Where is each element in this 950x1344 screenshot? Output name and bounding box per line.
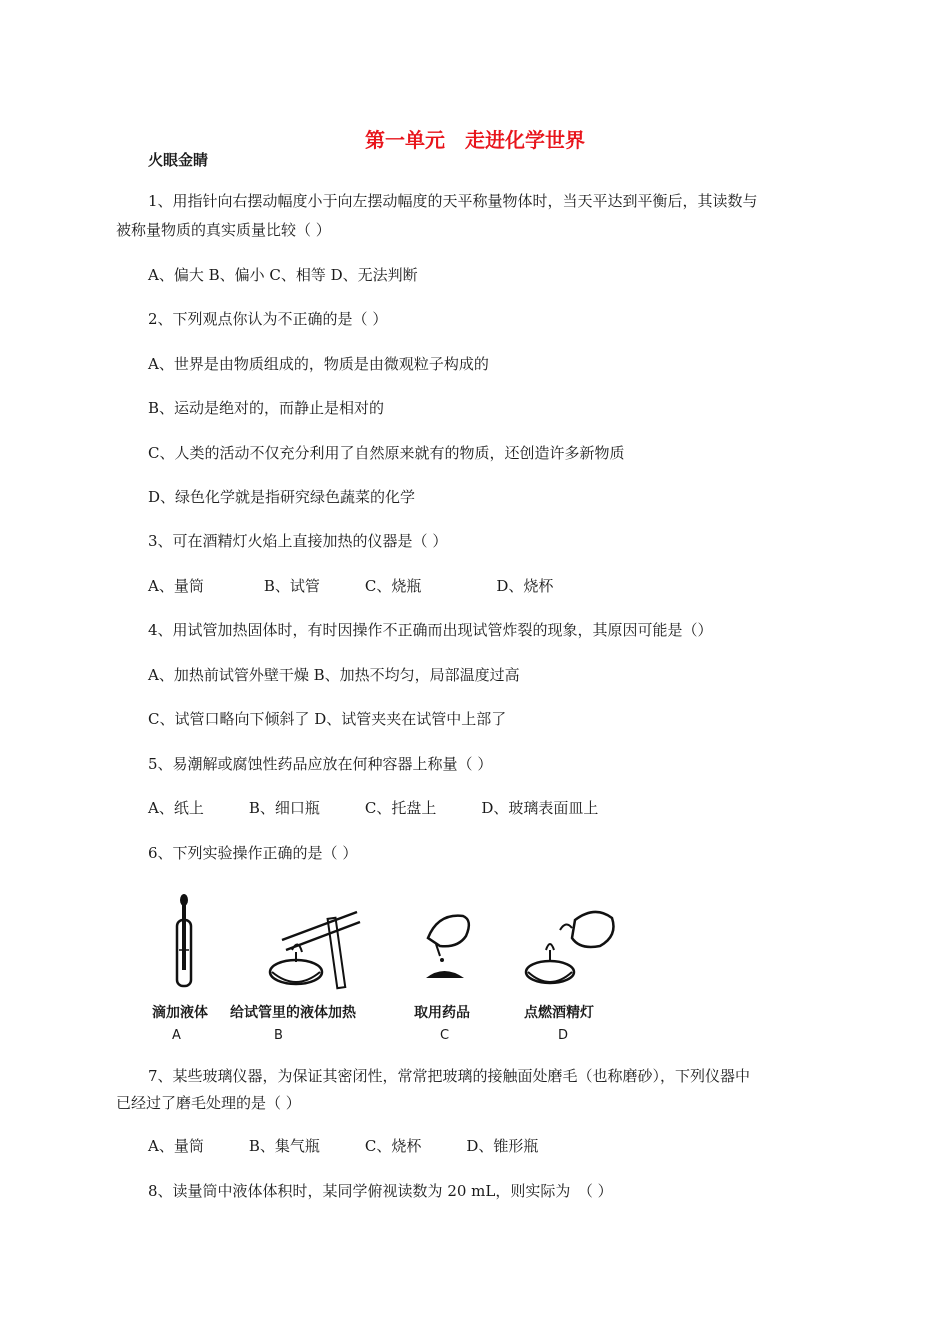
question-2-option-b: B、运动是绝对的，而静止是相对的: [148, 399, 385, 417]
page-title: 第一单元 走进化学世界: [365, 128, 585, 152]
question-1-options: A、偏大 B、偏小 C、相等 D、无法判断: [148, 266, 418, 284]
question-7-line-1: 7、某些玻璃仪器，为保证其密闭性，常常把玻璃的接触面处磨毛（也称磨砂），下列仪器中: [148, 1067, 751, 1085]
question-1-line-1: 1、用指针向右摆动幅度小于向左摆动幅度的天平称量物体时，当天平达到平衡后，其读数与: [148, 192, 758, 210]
figure-c-letter: C: [440, 1028, 450, 1043]
question-2-option-c: C、人类的活动不仅充分利用了自然原来就有的物质，还创造许多新物质: [148, 444, 625, 462]
section-heading: 火眼金睛: [148, 151, 209, 169]
question-4-options-ab: A、加热前试管外壁干燥 B、加热不均匀，局部温度过高: [148, 666, 520, 684]
figure-a-caption: 滴加液体: [152, 1005, 208, 1021]
question-4-stem: 4、用试管加热固体时，有时因操作不正确而出现试管炸裂的现象，其原因可能是（）: [148, 621, 713, 639]
question-5-stem: 5、易潮解或腐蚀性药品应放在何种容器上称量（ ）: [148, 755, 493, 773]
question-7-line-2: 已经过了磨毛处理的是（ ）: [116, 1094, 301, 1112]
question-6-figures: [140, 890, 640, 1050]
question-3-options: A、量筒 B、试管 C、烧瓶 D、烧杯: [148, 577, 554, 595]
figure-b-caption: 给试管里的液体加热: [230, 1005, 356, 1021]
figure-c-caption: 取用药品: [414, 1005, 470, 1021]
question-2-stem: 2、下列观点你认为不正确的是（ ）: [148, 310, 388, 328]
question-7-options: A、量筒 B、集气瓶 C、烧杯 D、锥形瓶: [148, 1137, 539, 1155]
figure-alcohol-lamp: [520, 900, 620, 990]
figure-heating-test-tube: [262, 900, 372, 990]
question-4-options-cd: C、试管口略向下倾斜了 D、试管夹夹在试管中上部了: [148, 710, 507, 728]
question-5-options: A、纸上 B、细口瓶 C、托盘上 D、玻璃表面皿上: [148, 799, 599, 817]
figure-dropper: [158, 890, 208, 990]
figure-hand-reagent: [418, 908, 478, 993]
figure-d-letter: D: [558, 1028, 569, 1043]
question-3-stem: 3、可在酒精灯火焰上直接加热的仪器是（ ）: [148, 532, 448, 550]
question-2-option-a: A、世界是由物质组成的，物质是由微观粒子构成的: [148, 355, 489, 373]
figure-b-letter: B: [274, 1028, 283, 1043]
question-6-stem: 6、下列实验操作正确的是（ ）: [148, 844, 358, 862]
figure-a-letter: A: [172, 1028, 181, 1043]
question-8-stem: 8、读量筒中液体体积时，某同学俯视读数为 20 mL，则实际为 （ ）: [148, 1182, 613, 1200]
question-2-option-d: D、绿色化学就是指研究绿色蔬菜的化学: [148, 488, 416, 506]
question-1-line-2: 被称量物质的真实质量比较（ ）: [116, 221, 331, 239]
figure-d-caption: 点燃酒精灯: [524, 1005, 594, 1021]
